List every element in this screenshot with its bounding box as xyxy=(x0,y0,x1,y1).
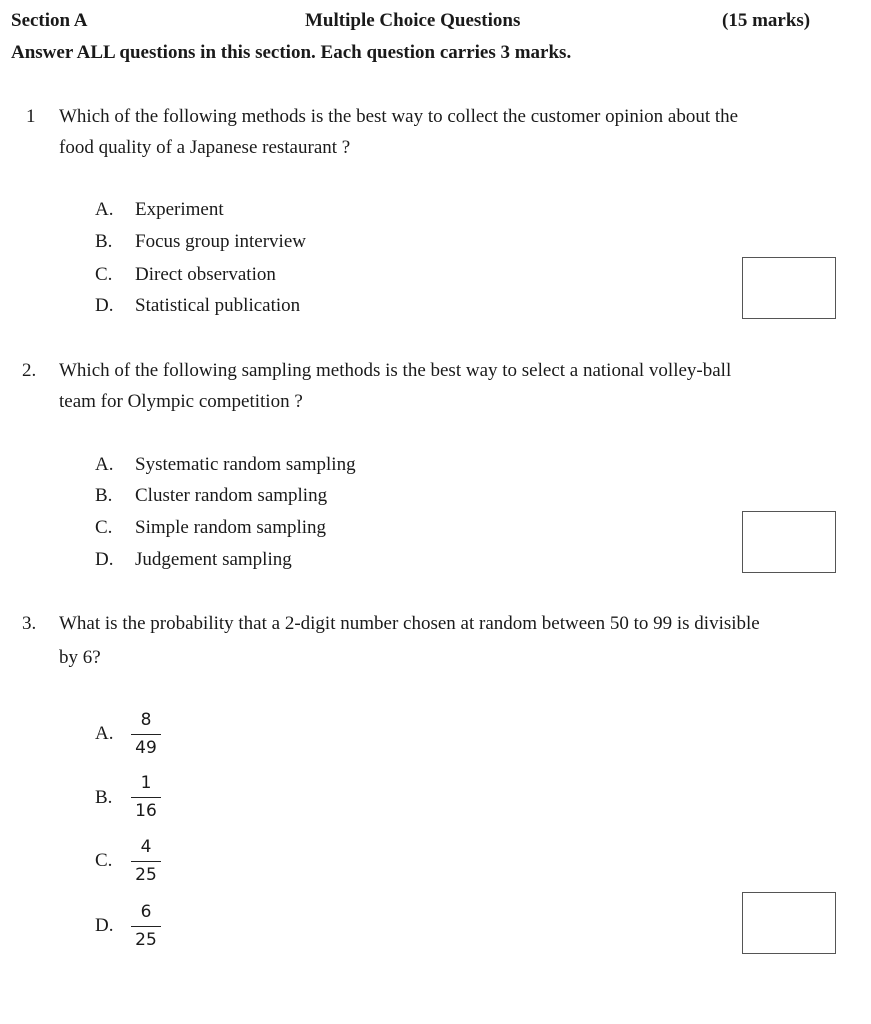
option-b-label: B. xyxy=(95,787,113,808)
denominator: 49 xyxy=(135,738,157,758)
option-d-label: D. xyxy=(95,915,114,936)
option-label: A. xyxy=(95,454,114,475)
option-label: B. xyxy=(95,231,113,252)
total-marks: (15 marks) xyxy=(722,10,811,31)
denominator: 16 xyxy=(135,801,157,821)
option-text: Direct observation xyxy=(135,264,276,285)
option-label: D. xyxy=(95,295,114,316)
answer-box-3[interactable] xyxy=(742,892,836,954)
instructions: Answer ALL questions in this section. Each question carries 3 marks. xyxy=(11,42,572,63)
fraction-bar xyxy=(131,734,161,735)
question-text-line-1: Which of the following methods is the best way to collect the customer opinion about the xyxy=(59,106,739,127)
option-label: D. xyxy=(95,549,114,570)
option-text: Statistical publication xyxy=(135,295,301,316)
question-text-line-2: team for Olympic competition ? xyxy=(59,391,303,412)
question-text-line-1: What is the probability that a 2-digit number chosen at random between 50 to 99 is divisible xyxy=(59,613,760,634)
question-number: 2. xyxy=(22,360,37,381)
question-number: 3. xyxy=(22,613,37,634)
option-label: C. xyxy=(95,264,113,285)
answer-box-1[interactable] xyxy=(742,257,836,319)
option-text: Focus group interview xyxy=(135,231,306,252)
option-text: Systematic random sampling xyxy=(135,454,356,475)
numerator: 4 xyxy=(140,837,152,857)
fraction-bar xyxy=(131,926,161,927)
question-number: 1 xyxy=(26,106,36,127)
section-title: Multiple Choice Questions xyxy=(305,10,521,31)
question-text-line-2: food quality of a Japanese restaurant ? xyxy=(59,137,351,158)
option-text: Experiment xyxy=(135,199,224,220)
denominator: 25 xyxy=(135,865,157,885)
option-text: Judgement sampling xyxy=(135,549,292,570)
question-text-line-1: Which of the following sampling methods is the best way to select a national volley-ball xyxy=(59,360,732,381)
option-a-fraction xyxy=(131,710,161,758)
answer-box-2[interactable] xyxy=(742,511,836,573)
option-c-fraction xyxy=(131,837,161,885)
option-c-label: C. xyxy=(95,850,113,871)
option-b-fraction xyxy=(131,773,161,821)
option-d-fraction xyxy=(131,902,161,950)
option-a-label: A. xyxy=(95,723,114,744)
numerator: 1 xyxy=(140,773,152,793)
option-label: A. xyxy=(95,199,114,220)
fraction-bar xyxy=(131,861,161,862)
fraction-bar xyxy=(131,797,161,798)
option-label: C. xyxy=(95,517,113,538)
option-text: Cluster random sampling xyxy=(135,485,328,506)
option-text: Simple random sampling xyxy=(135,517,327,538)
numerator: 6 xyxy=(140,902,152,922)
denominator: 25 xyxy=(135,930,157,950)
question-text-line-2: by 6? xyxy=(59,647,101,668)
section-label: Section A xyxy=(11,10,88,31)
numerator: 8 xyxy=(140,710,152,730)
option-label: B. xyxy=(95,485,113,506)
